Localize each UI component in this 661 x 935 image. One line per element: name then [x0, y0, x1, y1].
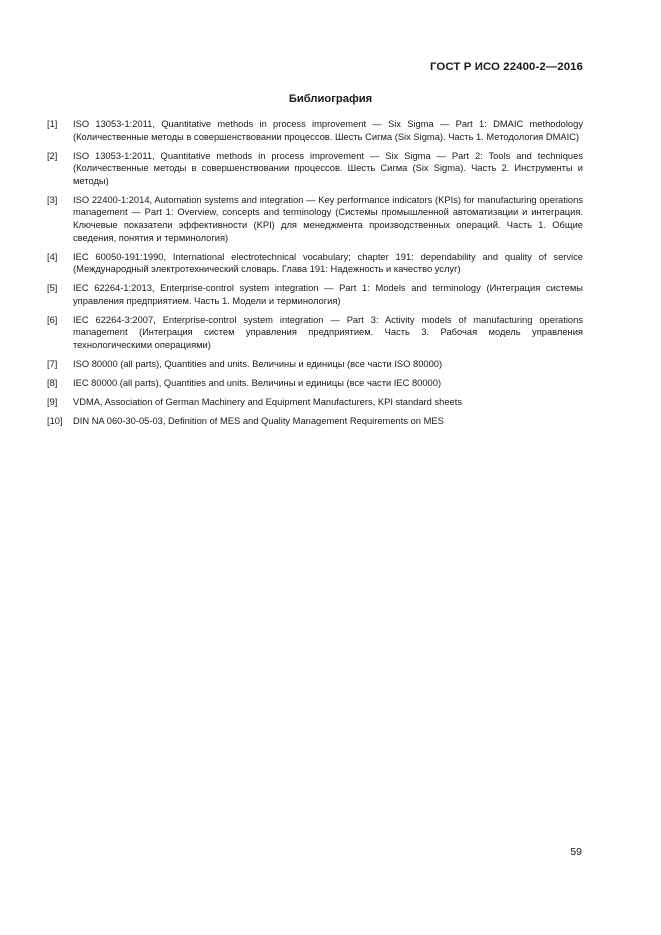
- entry-number: [4]: [47, 251, 58, 262]
- bibliography-entry: [47, 194, 583, 244]
- entry-text: ISO 80000 (all parts), Quantities and units. Величины и единицы (все части ISO 80000): [73, 358, 443, 369]
- entry-number: [8]: [47, 377, 58, 388]
- entry-text: IEC 60050-191:1990, International electrotechnical vocabulary; chapter 191: dependability and quality of service (Международный электротехнический словарь. Глава 191: Надежность и качество услуг): [73, 251, 583, 275]
- bibliography-entry: [47, 150, 583, 188]
- entry-text: DIN NA 060-30-05-03, Definition of MES and Quality Management Requirements on MES: [73, 415, 444, 426]
- entry-text: ISO 13053-1:2011, Quantitative methods in process improvement — Six Sigma — Part 2: Tools and techniques (Количественные методы в совершенствовании процессов. Шесть Сигма (Six Sigma). Часть 2. Инструменты и методы): [73, 150, 583, 186]
- entry-number: [3]: [47, 194, 58, 205]
- bibliography-entry: [47, 396, 583, 409]
- entry-text: ISO 13053-1:2011, Quantitative methods in process improvement — Six Sigma — Part 1: DMAIC methodology (Количественные методы в совершенствовании процессов. Шесть Сигма (Six Sigma). Часть 1. Методология DMAIC): [73, 119, 583, 142]
- entry-number: [2]: [47, 150, 58, 161]
- entry-text: VDMA, Association of German Machinery and Equipment Manufacturers, KPI standard sheets: [73, 396, 462, 407]
- entry-number: [1]: [47, 119, 58, 129]
- entry-number: [9]: [47, 396, 58, 407]
- bibliography-title: Библиография: [288, 93, 373, 105]
- bibliography-entry: [47, 358, 583, 371]
- standard-id-header: ГОСТ Р ИСО 22400-2—2016: [430, 61, 583, 73]
- page-number: 59: [570, 846, 582, 858]
- entry-text: IEC 80000 (all parts), Quantities and units. Величины и единицы (все части IEC 80000): [73, 377, 442, 388]
- entry-number: [7]: [47, 358, 58, 369]
- bibliography-entry: [47, 282, 583, 307]
- entry-text: IEC 62264-1:2013, Enterprise-control system integration — Part 1: Models and terminology (Интеграция системы управления предприятием. Часть 1. Модели и терминология): [73, 283, 583, 306]
- entry-number: [5]: [47, 283, 58, 294]
- bibliography-entry: [47, 251, 583, 276]
- entry-text: IEC 62264-3:2007, Enterprise-control system integration — Part 3: Activity models of manufacturing operations management (Интеграция систем управления предприятием. Часть 3. Рабочая модель управления технологическими операциями): [73, 314, 583, 350]
- bibliography-entry: [47, 415, 583, 428]
- bibliography-entry: [47, 118, 583, 143]
- bibliography-list: [47, 118, 583, 434]
- entry-number: [10]: [47, 415, 63, 426]
- entry-text: ISO 22400-1:2014, Automation systems and integration — Key performance indicators (KPIs) for manufacturing operations management — Part 1: Overview, concepts and terminology (Системы промышленной автоматизации и интеграция. Ключевые показатели эффективности (KPI) для менеджмента производственных операций. Часть 1. Общие сведения, понятия и терминология): [73, 194, 583, 243]
- entry-number: [6]: [47, 314, 58, 325]
- bibliography-entry: [47, 377, 583, 390]
- bibliography-entry: [47, 314, 583, 352]
